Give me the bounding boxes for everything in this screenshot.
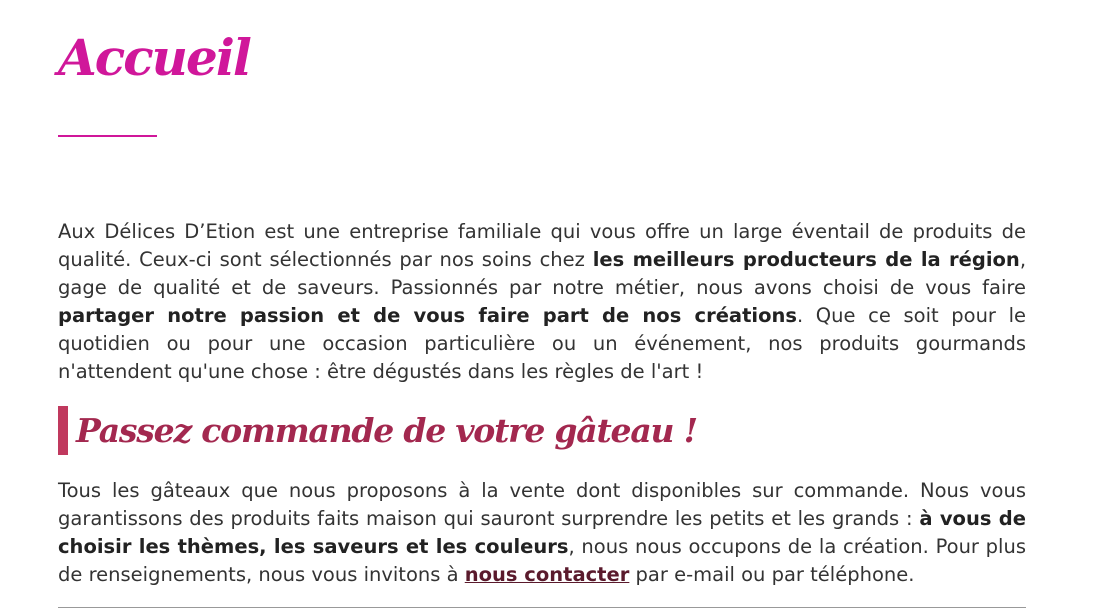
order-paragraph	[58, 477, 1026, 589]
page-title: Accueil	[58, 28, 250, 87]
title-underline	[58, 135, 157, 137]
order-section-heading-block	[58, 406, 1026, 455]
intro-text-2: , gage de qualité et de saveurs. Passionnés par notre métier, nous avons choisi de vous faire	[58, 248, 1027, 299]
order-text-2: , nous nous occupons de la création. Pour plus de renseignements, nous vous invitons à	[58, 535, 1026, 586]
intro-text-1: Aux Délices D’Etion est une entreprise familiale qui vous offre un large éventail de produits de qualité. Ceux-ci sont sélectionnés par nos soins chez	[58, 220, 1026, 271]
order-text-1: Tous les gâteaux que nous proposons à la vente dont disponibles sur commande. Nous vous garantissons des produits faits maison qui sauront surprendre les petits et les grands :	[58, 479, 1026, 530]
order-section-heading: Passez commande de votre gâteau !	[76, 411, 697, 450]
order-text-3: par e-mail ou par téléphone.	[629, 563, 915, 586]
intro-bold-producers: les meilleurs producteurs de la région	[592, 248, 1020, 271]
order-bold-choice: à vous de choisir les thèmes, les saveurs et les couleurs	[58, 507, 1026, 558]
intro-text-3: . Que ce soit pour le quotidien ou pour une occasion particulière ou un événement, nos produits gourmands n'attendent qu'une chose : être dégustés dans les règles de l'art !	[58, 304, 1026, 383]
intro-paragraph	[58, 218, 1026, 386]
section-divider	[58, 607, 1026, 608]
heading-accent-bar	[58, 406, 68, 455]
contact-link[interactable]: nous contacter	[464, 563, 630, 586]
intro-bold-passion: partager notre passion et de vous faire part de nos créations	[58, 304, 797, 327]
